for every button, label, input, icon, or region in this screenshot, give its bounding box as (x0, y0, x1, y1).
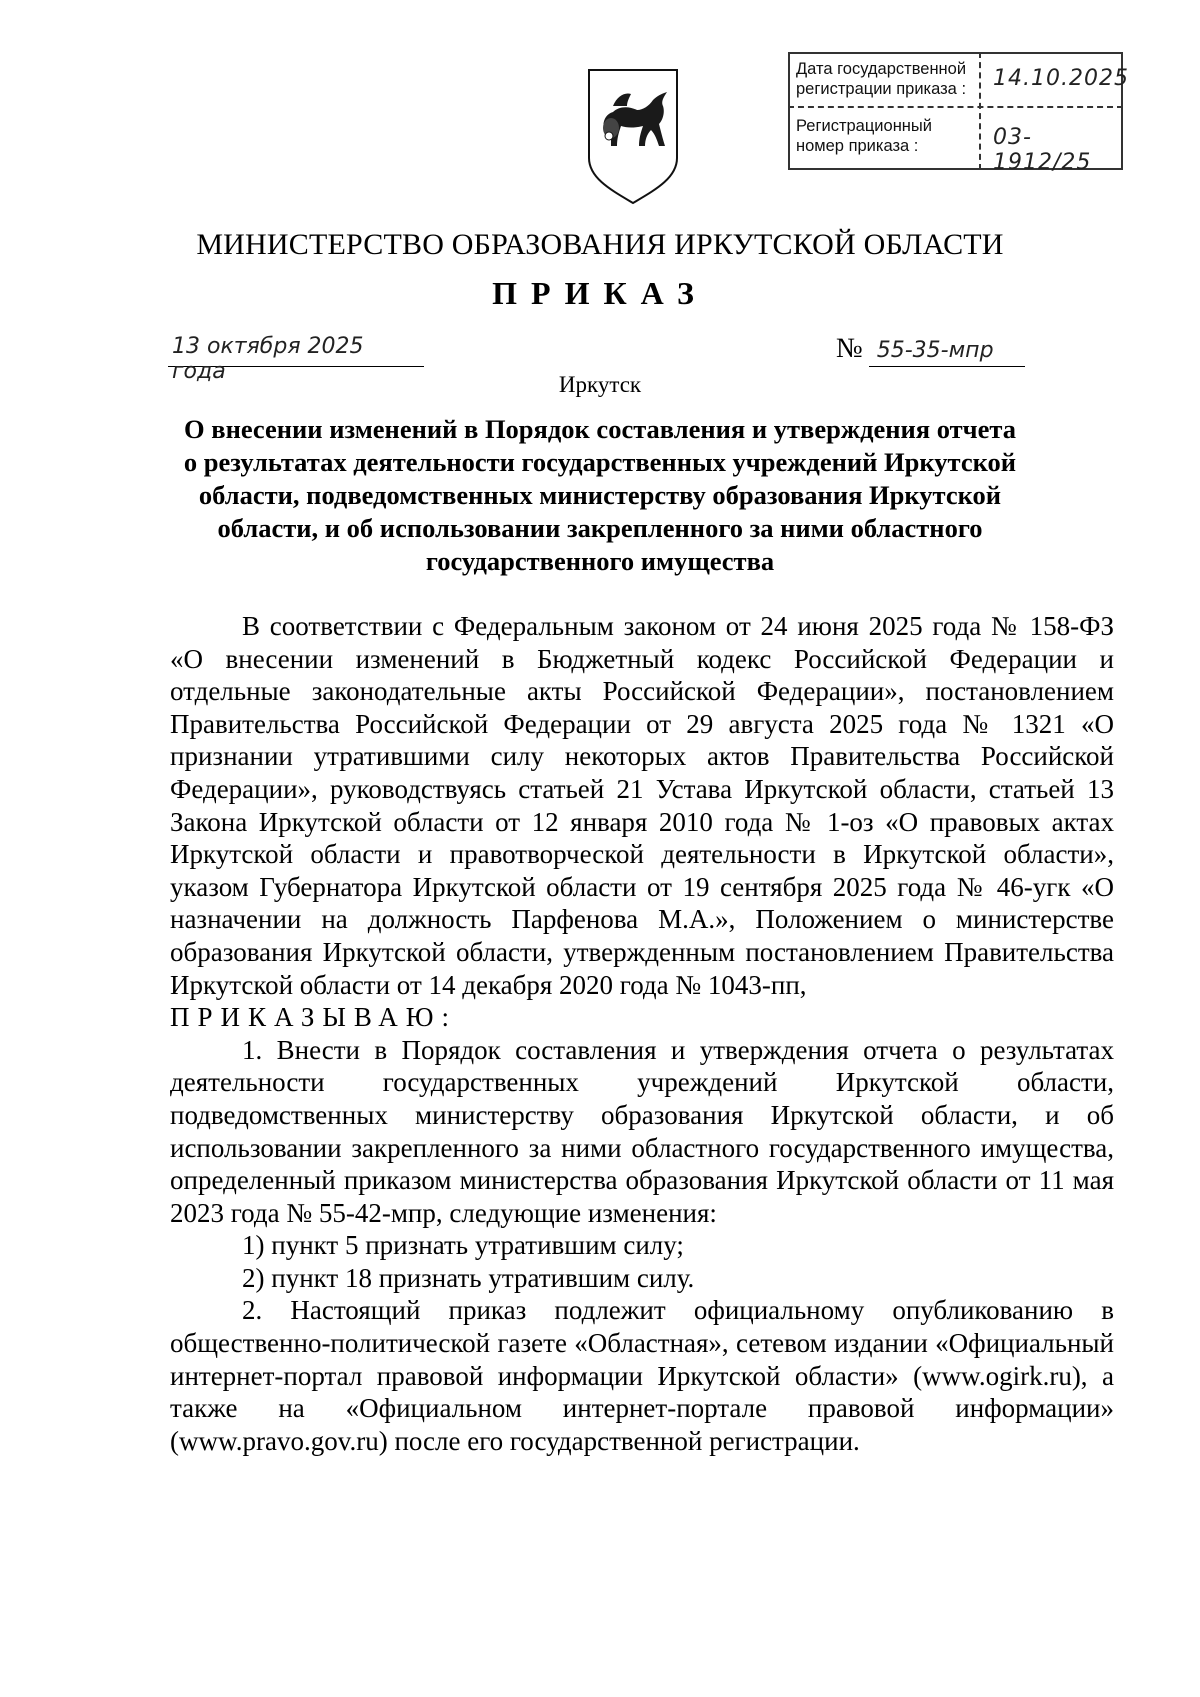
order-number-value: 55-35-мпр (869, 336, 1025, 367)
registration-stamp (788, 52, 1129, 175)
document-title: О внесении изменений в Порядок составления и утверждения отчета о результатах деятельности государственных учреждений Иркутской области, подведомственных министерству образования Иркутской области, и об использовании закрепленного за ними областного государственного имущества (183, 414, 1017, 576)
item-2-paragraph: 2. Настоящий приказ подлежит официальному опубликованию в общественно-политической газете «Областная», сетевом издании «Официальный интернет-портал правовой информации Иркутской области» (www.ogirk.ru), а также на «Официальном интернет-портале правовой информации» (www.pravo.gov.ru) после его государственной регистрации. (170, 1295, 1114, 1456)
item-1-paragraph: 1. Внести в Порядок составления и утверждения отчета о результатах деятельности государственных учреждений Иркутской области, подведомственных министерству образования Иркутской области, и об использовании закрепленного за ними областного государственного имущества, определенный приказом министерства образования Иркутской области от 11 мая 2023 года № 55-42-мпр, следующие изменения: (170, 1034, 1114, 1228)
order-date (168, 334, 424, 384)
ministry-name: МИНИСТЕРСТВО ОБРАЗОВАНИЯ ИРКУТСКОЙ ОБЛАСТИ (196, 228, 1004, 261)
reg-number-label: Регистрационный номер приказа : (796, 117, 932, 155)
reg-date-label: Дата государственной регистрации приказа : (796, 60, 967, 98)
coat-of-arms-icon (583, 66, 683, 206)
city: Иркутск (558, 372, 642, 397)
number-sign: № (836, 333, 863, 364)
preamble-paragraph: В соответствии с Федеральным законом от 24 июня 2025 года № 158-ФЗ «О внесении изменений в Бюджетный кодекс Российской Федерации и отдельные законодательные акты Российской Федерации», постановлением Правительства Российской Федерации от 29 августа 2025 года № 1321 «О признании утратившими силу некоторых актов Правительства Российской Федерации», руководствуясь статьей 21 Устава Иркутской области, статьей 13 Закона Иркутской области от 12 января 2010 года № 1-оз «О правовых актах Иркутской области и правотворческой деятельности в Иркутской области», указом Губернатора Иркутской области от 19 сентября 2025 года № 46-угк «О назначении на должность Парфенова М.А.», Положением о министерстве образования Иркутской области, утвержденным постановлением Правительства Иркутской области от 14 декабря 2020 года № 1043-пп, (170, 611, 1114, 1000)
stamp-divider (788, 106, 1123, 108)
order-date-value: 13 октября 2025 года (172, 334, 364, 384)
reg-number-value: 03-1912/25 (993, 125, 1092, 175)
order-number (836, 333, 1025, 367)
document-body (170, 610, 1114, 1457)
stamp-divider (979, 52, 981, 170)
document-type: ПРИКАЗ (492, 275, 708, 311)
reg-date-value: 14.10.2025 (993, 66, 1129, 91)
item-1-2-paragraph: 2) пункт 18 признать утратившим силу. (242, 1262, 695, 1293)
item-1-1-paragraph: 1) пункт 5 признать утратившим силу; (242, 1230, 684, 1261)
orders-word: ПРИКАЗЫВАЮ: (170, 1002, 457, 1033)
